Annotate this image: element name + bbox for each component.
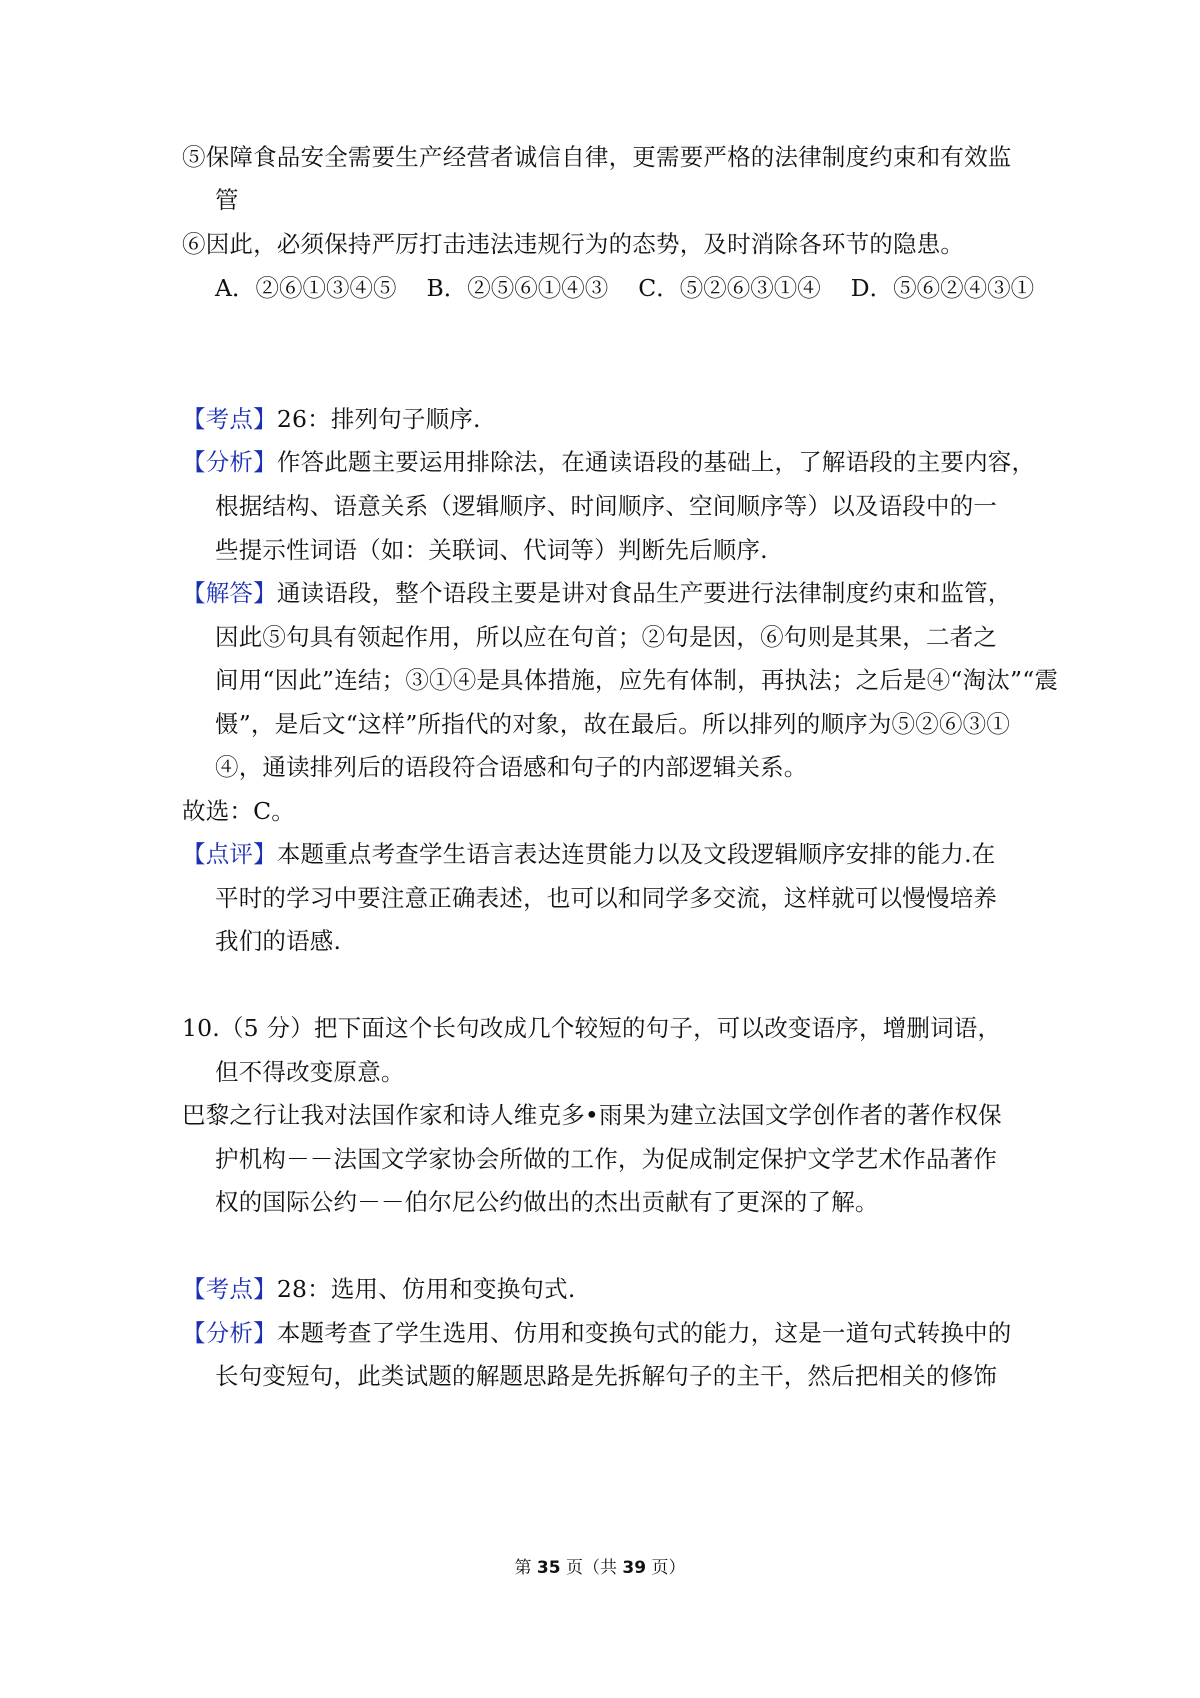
fenxi-tag: 【分析】 bbox=[182, 1319, 277, 1347]
kaodian-10 bbox=[182, 1273, 576, 1305]
question-10-line-2: 但不得改变原意。 bbox=[215, 1058, 405, 1086]
option-b: B．②⑤⑥①④③ bbox=[426, 274, 609, 302]
jieda-tag: 【解答】 bbox=[182, 579, 277, 607]
kaodian-text: 26：排列句子顺序. bbox=[276, 405, 481, 433]
page-footer bbox=[0, 1556, 1200, 1580]
footer-total-pages: 39 bbox=[622, 1558, 647, 1578]
dianping-9-line-2: 平时的学习中要注意正确表述，也可以和同学多交流，这样就可以慢慢培养 bbox=[215, 884, 998, 912]
kaodian-text: 28：选用、仿用和变换句式. bbox=[276, 1275, 576, 1303]
jieda-9-line-2: 因此⑤句具有领起作用，所以应在句首；②句是因，⑥句则是其果，二者之 bbox=[215, 623, 998, 651]
kaodian-tag: 【考点】 bbox=[182, 405, 277, 433]
footer-suffix: 页） bbox=[651, 1558, 686, 1578]
question-10-line-1: 10.（5 分）把下面这个长句改成几个较短的句子，可以改变语序，增删词语， bbox=[182, 1014, 1002, 1042]
fenxi-text: 本题考查了学生选用、仿用和变换句式的能力，这是一道句式转换中的 bbox=[276, 1319, 1012, 1347]
sentence-5-line-1: ⑤保障食品安全需要生产经营者诚信自律，更需要严格的法律制度约束和有效监 bbox=[182, 143, 1012, 171]
fenxi-9-line-1 bbox=[182, 446, 1035, 478]
options-row bbox=[215, 272, 1064, 304]
kaodian-tag: 【考点】 bbox=[182, 1275, 277, 1303]
fenxi-10-line-1 bbox=[182, 1317, 1012, 1349]
dianping-text: 本题重点考查学生语言表达连贯能力以及文段逻辑顺序安排的能力.在 bbox=[276, 840, 996, 868]
sentence-5-line-2: 管 bbox=[215, 186, 239, 214]
option-d: D．⑤⑥②④③① bbox=[850, 274, 1035, 302]
question-10-text-line-3: 权的国际公约－－伯尔尼公约做出的杰出贡献有了更深的了解。 bbox=[215, 1188, 879, 1216]
dianping-9-line-3: 我们的语感. bbox=[215, 927, 342, 955]
jieda-9-line-3: 间用“因此”连结；③①④是具体措施，应先有体制，再执法；之后是④“淘汰”“震 bbox=[215, 666, 1059, 694]
dianping-tag: 【点评】 bbox=[182, 840, 277, 868]
question-10-text-line-1: 巴黎之行让我对法国作家和诗人维克多•雨果为建立法国文学创作者的著作权保 bbox=[182, 1101, 1002, 1129]
kaodian-9 bbox=[182, 403, 481, 435]
jieda-9-line-5: ④，通读排列后的语段符合语感和句子的内部逻辑关系。 bbox=[215, 753, 808, 781]
option-a: A．②⑥①③④⑤ bbox=[215, 274, 397, 302]
jieda-text: 通读语段，整个语段主要是讲对食品生产要进行法律制度约束和监管， bbox=[276, 579, 1012, 607]
fenxi-tag: 【分析】 bbox=[182, 448, 277, 476]
footer-prefix: 第 bbox=[514, 1558, 532, 1578]
fenxi-10-line-2: 长句变短句，此类试题的解题思路是先拆解句子的主干，然后把相关的修饰 bbox=[215, 1362, 998, 1390]
footer-middle: 页（共 bbox=[566, 1558, 617, 1578]
option-c: C．⑤②⑥③①④ bbox=[638, 274, 821, 302]
fenxi-9-line-3: 些提示性词语（如：关联词、代词等）判断先后顺序. bbox=[215, 536, 768, 564]
sentence-6: ⑥因此，必须保持严厉打击违法违规行为的态势，及时消除各环节的隐患。 bbox=[182, 230, 965, 258]
jieda-9-line-4: 慑”，是后文“这样”所指代的对象，故在最后。所以排列的顺序为⑤②⑥③① bbox=[215, 710, 1011, 738]
footer-page-number: 35 bbox=[536, 1558, 561, 1578]
question-10-text-line-2: 护机构－－法国文学家协会所做的工作，为促成制定保护文学艺术作品著作 bbox=[215, 1145, 998, 1173]
fenxi-9-line-2: 根据结构、语意关系（逻辑顺序、时间顺序、空间顺序等）以及语段中的一 bbox=[215, 492, 998, 520]
fenxi-text: 作答此题主要运用排除法，在通读语段的基础上，了解语段的主要内容， bbox=[276, 448, 1036, 476]
dianping-9-line-1 bbox=[182, 838, 995, 870]
jieda-9-line-1 bbox=[182, 577, 1012, 609]
answer-9: 故选：C。 bbox=[182, 797, 295, 825]
